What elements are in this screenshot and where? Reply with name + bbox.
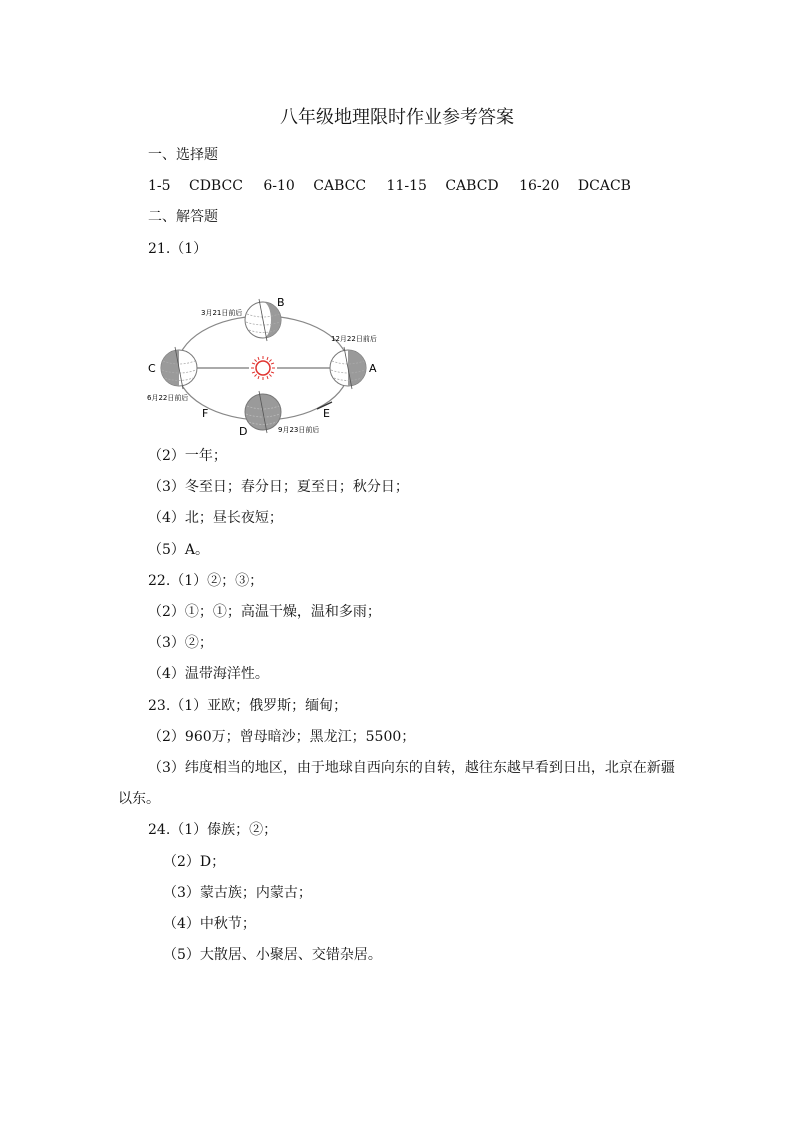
section-heading-choice: 一、选择题 [148, 147, 218, 163]
answer-line: （2）960万；曾母暗沙；黑龙江；5500； [148, 729, 416, 745]
earth-position-c [147, 347, 197, 402]
answer-line: 以东。 [118, 791, 160, 807]
label-f: F [202, 407, 209, 420]
label-d: D [239, 425, 248, 438]
mc-range: 11-15 [386, 178, 427, 194]
label-b: B [277, 296, 285, 309]
answer-line: （2）D； [163, 854, 226, 870]
answer-line: （3）纬度相当的地区，由于地球自西向东的自转，越往东越早看到日出，北京在新疆 [148, 760, 675, 776]
earth-orbit-diagram [145, 290, 385, 440]
answer-line: 23.（1）亚欧；俄罗斯；缅甸； [148, 698, 348, 714]
answer-line: （5）大散居、小聚居、交错杂居。 [163, 947, 382, 963]
earth-position-a [330, 334, 377, 389]
date-a: 12月22日前后 [331, 335, 377, 343]
mc-answer: CABCC [313, 178, 367, 194]
page-title: 八年级地理限时作业参考答案 [280, 107, 514, 128]
answer-line: （2）①；①；高温干燥，温和多雨； [148, 604, 381, 620]
label-a: A [369, 362, 377, 375]
earth-position-b [201, 296, 285, 341]
sun-icon [251, 356, 275, 380]
answer-line: （4）北；昼长夜短； [148, 510, 283, 526]
mc-range: 1-5 [148, 178, 171, 194]
mc-answer: CDBCC [189, 178, 243, 194]
answer-line: （3）②； [148, 635, 213, 651]
mc-answers-row [148, 177, 631, 195]
answer-line: （4）温带海洋性。 [148, 666, 269, 682]
date-c: 6月22日前后 [147, 394, 189, 402]
mc-answer: CABCD [445, 178, 499, 194]
question-21-label: 21.（1） [148, 241, 208, 257]
mc-answer: DCACB [577, 178, 631, 194]
section-heading-answer: 二、解答题 [148, 209, 218, 225]
answer-line: （3）冬至日；春分日；夏至日；秋分日； [148, 479, 409, 495]
answer-line: 22.（1）②；③； [148, 573, 264, 589]
answer-line: 24.（1）傣族；②； [148, 822, 278, 838]
answer-line: （2）一年； [148, 448, 227, 464]
answer-line: （4）中秋节； [163, 916, 256, 932]
answer-line: （5）A。 [148, 542, 210, 558]
earth-position-d [239, 391, 319, 438]
mc-range: 16-20 [519, 178, 560, 194]
label-e: E [323, 407, 330, 420]
answer-line: （3）蒙古族；内蒙古； [163, 885, 312, 901]
date-d: 9月23日前后 [278, 426, 320, 434]
mc-range: 6-10 [263, 178, 295, 194]
label-c: C [148, 362, 156, 375]
date-b: 3月21日前后 [201, 309, 243, 317]
